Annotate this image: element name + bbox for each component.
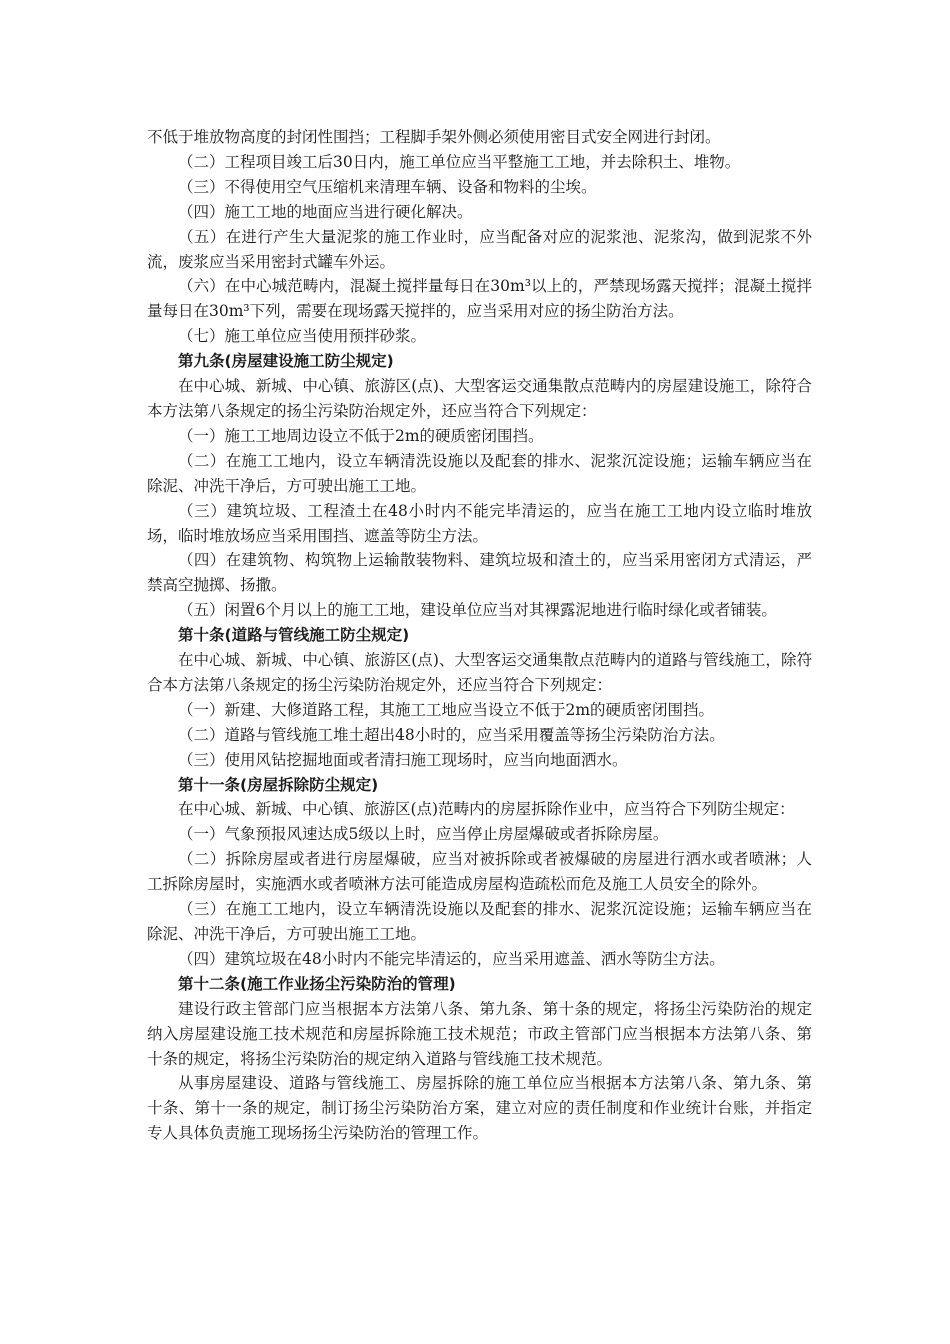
list-item: （三）使用风钻挖掘地面或者清扫施工现场时，应当向地面洒水。 [178, 750, 628, 769]
list-item: （三）在施工工地内，设立车辆清洗设施以及配套的排水、泥浆沉淀设施；运输车辆应当在除泥、冲洗干净后，方可驶出施工工地。 [147, 900, 812, 943]
list-item: （三）建筑垃圾、工程渣土在48小时内不能完毕清运的，应当在施工工地内设立临时堆放场，临时堆放场应当采用围挡、遮盖等防尘方法。 [147, 501, 812, 545]
article-heading: 第十条(道路与管线施工防尘规定) [178, 626, 410, 645]
list-item: （五）闲置6个月以上的施工工地，建设单位应当对其裸露泥地进行临时绿化或者铺装。 [178, 601, 777, 620]
article-intro: 在中心城、新城、中心镇、旅游区(点)、大型客运交通集散点范畴内的道路与管线施工，除符合本方法第八条规定的扬尘污染防治规定外，还应当符合下列规定： [147, 651, 812, 694]
article-heading: 第十二条(施工作业扬尘污染防治的管理) [178, 974, 456, 993]
article-heading: 第九条(房屋建设施工防尘规定) [178, 352, 394, 371]
article-intro: 在中心城、新城、中心镇、旅游区(点)、大型客运交通集散点范畴内的房屋建设施工，除符合本方法第八条规定的扬尘污染防治规定外，还应当符合下列规定： [147, 377, 812, 420]
paragraph-continuation: 不低于堆放物高度的封闭性围挡；工程脚手架外侧必须使用密目式安全网进行封闭。 [147, 128, 721, 146]
list-item: （二）工程项目竣工后30日内，施工单位应当平整施工工地，并去除积土、堆物。 [178, 152, 741, 171]
list-item: （五）在进行产生大量泥浆的施工作业时，应当配备对应的泥浆池、泥浆沟，做到泥浆不外流，废浆应当采用密封式罐车外运。 [147, 227, 812, 271]
list-item: （二）在施工工地内，设立车辆清洗设施以及配套的排水、泥浆沉淀设施；运输车辆应当在除泥、冲洗干净后，方可驶出施工工地。 [147, 451, 812, 495]
article-heading: 第十一条(房屋拆除防尘规定) [178, 775, 379, 794]
article-intro: 在中心城、新城、中心镇、旅游区(点)范畴内的房屋拆除作业中，应当符合下列防尘规定： [178, 800, 795, 819]
article-paragraph: 从事房屋建设、道路与管线施工、房屋拆除的施工单位应当根据本方法第八条、第九条、第十条、第十一条的规定，制订扬尘污染防治方案，建立对应的责任制度和作业统计台账，并指定专人具体负责施工现场扬尘污染防治的管理工作。 [147, 1074, 812, 1143]
article-paragraph: 建设行政主管部门应当根据本方法第八条、第九条、第十条的规定，将扬尘污染防治的规定纳入房屋建设施工技术规范和房屋拆除施工技术规范；市政主管部门应当根据本方法第八条、第十条的规定，将扬尘污染防治的规定纳入道路与管线施工技术规范。 [147, 999, 812, 1068]
list-item: （六）在中心城范畴内，混凝土搅拌量每日在30m³以上的，严禁现场露天搅拌；混凝土搅拌量每日在30m³下列，需要在现场露天搅拌的，应当采用对应的扬尘防治方法。 [147, 277, 812, 321]
list-item: （二）道路与管线施工堆土超出48小时的，应当采用覆盖等扬尘污染防治方法。 [178, 725, 725, 744]
list-item: （一）气象预报风速达成5级以上时，应当停止房屋爆破或者拆除房屋。 [178, 825, 669, 844]
list-item: （四）建筑垃圾在48小时内不能完毕清运的，应当采用遮盖、洒水等防尘方法。 [178, 949, 725, 968]
list-item: （四）施工工地的地面应当进行硬化解决。 [178, 202, 473, 221]
list-item: （二）拆除房屋或者进行房屋爆破，应当对被拆除或者被爆破的房屋进行洒水或者喷淋；人工拆除房屋时，实施洒水或者喷淋方法可能造成房屋构造疏松而危及施工人员安全的除外。 [147, 850, 812, 894]
list-item: （七）施工单位应当使用预拌砂浆。 [178, 327, 427, 346]
list-item: （一）施工工地周边设立不低于2m的硬质密闭围挡。 [178, 426, 544, 445]
list-item: （四）在建筑物、构筑物上运输散装物料、建筑垃圾和渣土的，应当采用密闭方式清运，严禁高空抛掷、扬撒。 [147, 551, 812, 595]
list-item: （一）新建、大修道路工程，其施工工地应当设立不低于2m的硬质密闭围挡。 [178, 700, 715, 719]
list-item: （三）不得使用空气压缩机来清理车辆、设备和物料的尘埃。 [178, 177, 597, 196]
document-body [147, 125, 812, 1146]
